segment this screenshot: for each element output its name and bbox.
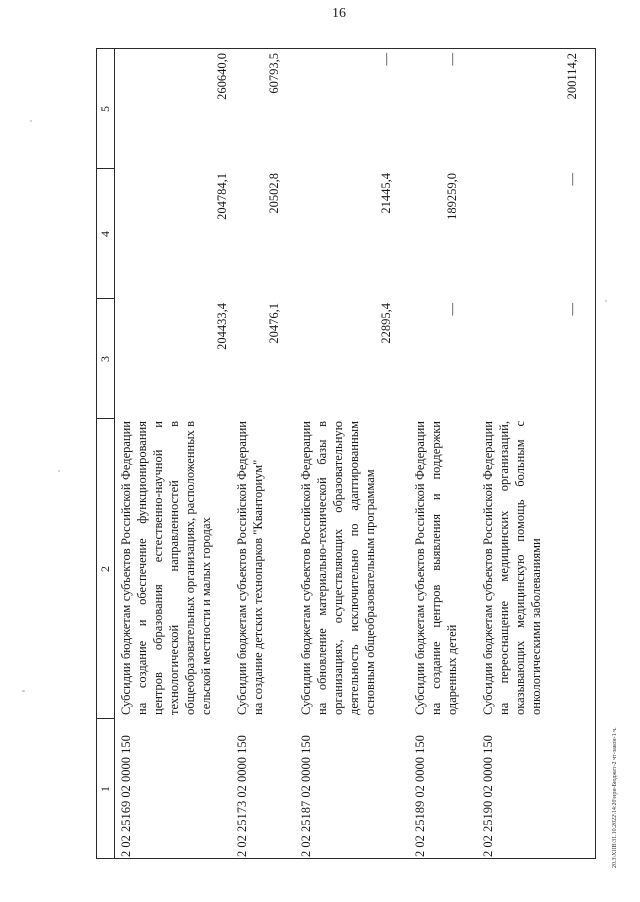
value-col5: 60793,5	[267, 53, 281, 94]
row-description: Субсидии бюджетам субъектов Российской Федерации на создание детских технопарков "Кванториум"	[235, 421, 265, 715]
row-description: Субсидии бюджетам субъектов Российской Федерации на создание и обеспечение функционирования центров образования естественно-научной и технологической направленностей в общеобразовательных организациях, расположенных в сельской местности и малых городах	[119, 421, 213, 715]
budget-table	[96, 48, 596, 859]
header-separator	[114, 48, 115, 859]
table-border-left	[96, 858, 596, 859]
row-description: Субсидии бюджетам субъектов Российской Федерации на создание центров выявления и поддержки одаренных детей	[413, 421, 459, 715]
budget-code: 2 02 25169 02 0000 150	[119, 735, 133, 857]
value-col4: —	[565, 173, 579, 186]
value-col3: —	[445, 303, 459, 316]
table-border-bottom	[595, 48, 596, 859]
budget-code: 2 02 25190 02 0000 150	[481, 735, 495, 857]
footer-document-code-text: 20.3\XIIВ\31.10.2022\14:20\нри-Бюджет-2 чт-закон-1 ч.	[612, 727, 618, 868]
budget-code: 2 02 25189 02 0000 150	[413, 735, 427, 857]
row-description: Субсидии бюджетам субъектов Российской Федерации на переоснащение медицинских организаций, оказывающих медицинскую помощь больным с онкологическими заболеваниями	[481, 421, 543, 715]
scan-speck	[605, 300, 607, 302]
page-number: 16	[332, 6, 346, 21]
column-header-2: 2	[98, 566, 112, 572]
value-col3: 20476,1	[267, 303, 281, 344]
scan-speck	[58, 470, 60, 472]
budget-code: 2 02 25173 02 0000 150	[235, 735, 249, 857]
value-col4: 189259,0	[445, 173, 459, 220]
value-col5: —	[445, 53, 459, 66]
column-header-1: 1	[98, 786, 112, 792]
value-col3: 204433,4	[215, 303, 229, 350]
value-col4: 204784,1	[215, 173, 229, 220]
value-col5: 260640,0	[215, 53, 229, 100]
column-header-4: 4	[98, 231, 112, 237]
column-header-3: 3	[98, 356, 112, 362]
value-col4: 20502,8	[267, 173, 281, 214]
scan-speck	[30, 120, 32, 122]
value-col4: 21445,4	[379, 173, 393, 214]
row-description: Субсидии бюджетам субъектов Российской Федерации на обновление материально-технической базы в организациях, осуществляющих образовательную деятельность исключительно по адаптированным основным общеобразовательным программам	[299, 421, 377, 715]
value-col3: —	[565, 303, 579, 316]
scan-speck	[22, 690, 25, 692]
value-col5: 200114,2	[565, 53, 579, 100]
budget-code: 2 02 25187 02 0000 150	[299, 735, 313, 857]
value-col5: —	[379, 53, 393, 66]
column-header-5: 5	[98, 106, 112, 112]
value-col3: 22895,4	[379, 303, 393, 344]
table-border-right	[96, 48, 596, 49]
